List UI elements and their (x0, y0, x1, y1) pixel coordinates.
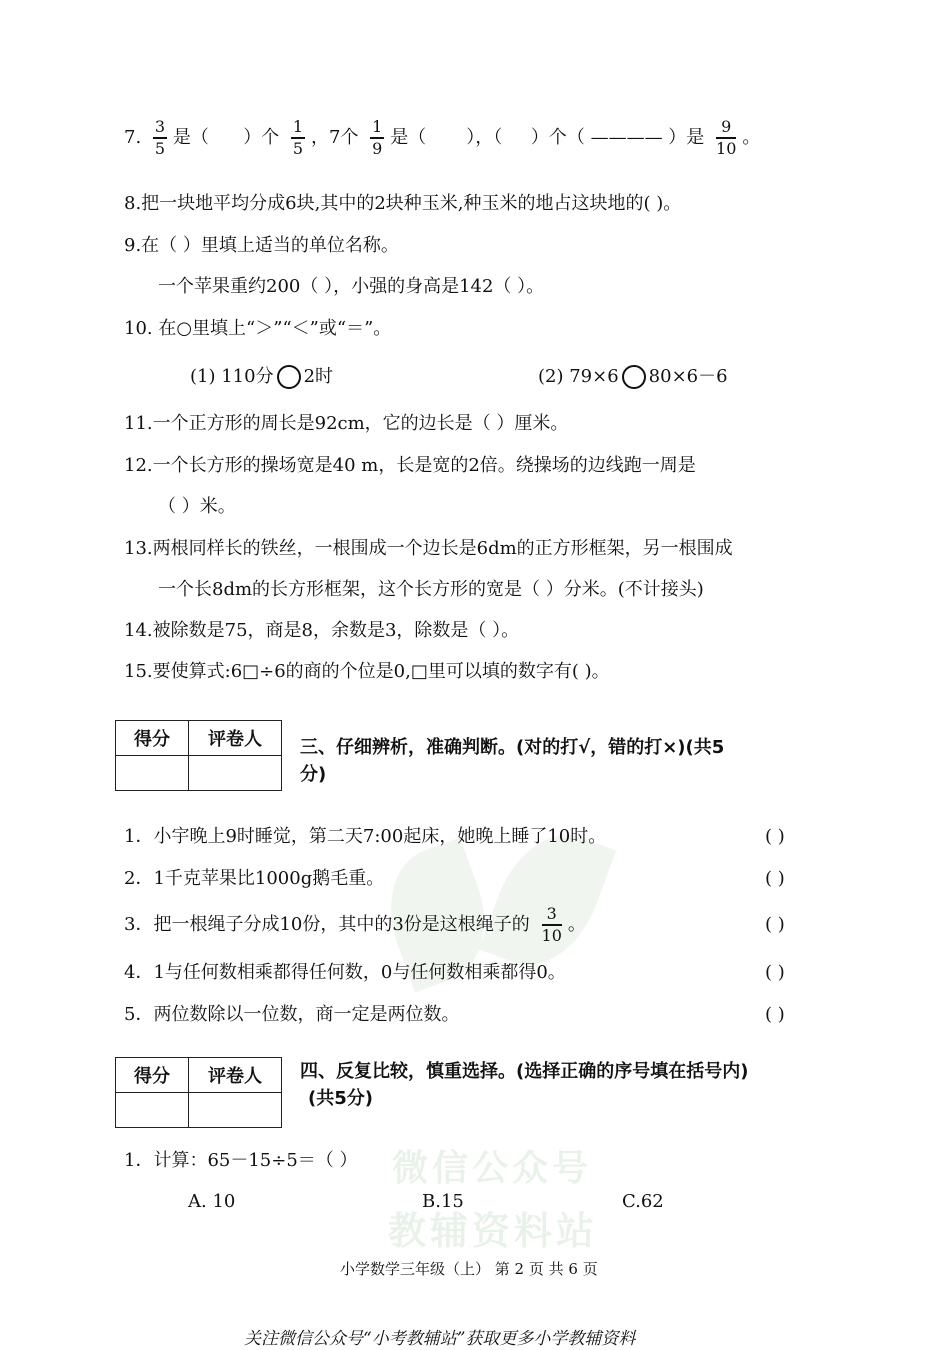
page-footer: 小学数学三年级（上） 第 2 页 共 6 页 (340, 1260, 598, 1278)
fraction: $\frac{3}{10}$ (541, 904, 562, 945)
judge-item-3: 3．把一根绳子分成10份，其中的3份是这根绳子的 $\frac{3}{10}$ 。 (124, 904, 586, 945)
question-9: 9.在（ ）里填上适当的单位名称。 (124, 235, 399, 256)
score-header: 得分 (116, 1058, 189, 1093)
judge-item-5: 5．两位数除以一位数，商一定是两位数。 (124, 1004, 460, 1025)
score-header: 得分 (116, 721, 189, 756)
score-cell[interactable] (116, 1093, 189, 1128)
reviewer-header: 评卷人 (189, 1058, 282, 1093)
question-13: 13.两根同样长的铁丝，一根围成一个边长是6dm的正方形框架，另一根围成 (124, 538, 733, 559)
question-7: 7. $\frac{3}{5}$ 是（ ）个 $\frac{1}{5}$ ，7个 $\frac{1}{9}$ 是（ ），（ ）个（ ———— ）是 $\frac{9}{10}$ 。 (124, 117, 761, 158)
score-box-section-4 (115, 1057, 282, 1128)
question-12: 12.一个长方形的操场宽是40 m，长是宽的2倍。绕操场的边线跑一周是 (124, 455, 696, 476)
reviewer-cell[interactable] (189, 756, 282, 791)
section-3-title: 三、仔细辨析，准确判断。(对的打√，错的打×)(共5 (300, 737, 725, 758)
score-box-section-3 (115, 720, 282, 791)
answer-paren[interactable]: ( ) (765, 914, 785, 935)
score-cell[interactable] (116, 756, 189, 791)
question-15: 15.要使算式:6□÷6的商的个位是0,□里可以填的数字有( )。 (124, 661, 610, 682)
watermark-text-2: 教辅资料站 (388, 1209, 599, 1253)
option-c[interactable]: C.62 (622, 1191, 664, 1212)
section-3-title-cont: 分) (300, 764, 327, 785)
question-10: 10. 在○里填上“＞”“＜”或“＝”。 (124, 318, 392, 339)
reviewer-header: 评卷人 (189, 721, 282, 756)
judge-item-4: 4．1与任何数相乘都得任何数，0与任何数相乘都得0。 (124, 962, 566, 983)
choice-question-1: 1．计算：65－15÷5＝（ ） (124, 1150, 358, 1171)
watermark-text-1: 微信公众号 (392, 1148, 593, 1189)
question-13-sub: 一个长8dm的长方形框架，这个长方形的宽是（ ）分米。(不计接头) (158, 579, 704, 600)
answer-paren[interactable]: ( ) (765, 1004, 785, 1025)
question-10-part-2: (2) 79×6 80×6－6 (538, 366, 728, 387)
reviewer-cell[interactable] (189, 1093, 282, 1128)
judge-item-2: 2．1千克苹果比1000g鹅毛重。 (124, 868, 385, 889)
question-11: 11.一个正方形的周长是92cm，它的边长是（ ）厘米。 (124, 413, 569, 434)
question-12-sub: （ ）米。 (158, 496, 236, 517)
answer-paren[interactable]: ( ) (765, 826, 785, 847)
answer-paren[interactable]: ( ) (765, 962, 785, 983)
fraction: $\frac{1}{5}$ (292, 117, 304, 158)
section-4-title: 四、反复比较，慎重选择。(选择正确的序号填在括号内) (300, 1061, 749, 1082)
judge-item-1: 1．小宇晚上9时睡觉，第二天7:00起床，她晚上睡了10时。 (124, 826, 607, 847)
answer-paren[interactable]: ( ) (765, 868, 785, 889)
question-9-sub: 一个苹果重约200（ ），小强的身高是142（ ）。 (158, 276, 545, 297)
question-14: 14.被除数是75，商是8，余数是3，除数是（ ）。 (124, 620, 520, 641)
fraction: $\frac{3}{5}$ (154, 117, 166, 158)
compare-circle[interactable] (277, 365, 301, 389)
question-8: 8.把一块地平均分成6块,其中的2块种玉米,种玉米的地占这块地的( )。 (124, 193, 682, 214)
option-a[interactable]: A. 10 (188, 1191, 236, 1212)
option-b[interactable]: B.15 (422, 1191, 464, 1212)
fraction: $\frac{1}{9}$ (372, 117, 383, 158)
fraction: $\frac{9}{10}$ (716, 117, 737, 158)
question-10-part-1: (1) 110分 2时 (190, 366, 334, 387)
bottom-note: 关注微信公众号“小考教辅站”获取更多小学教辅资料 (244, 1329, 636, 1349)
section-4-title-cont: (共5分) (308, 1088, 373, 1109)
compare-circle[interactable] (622, 365, 646, 389)
